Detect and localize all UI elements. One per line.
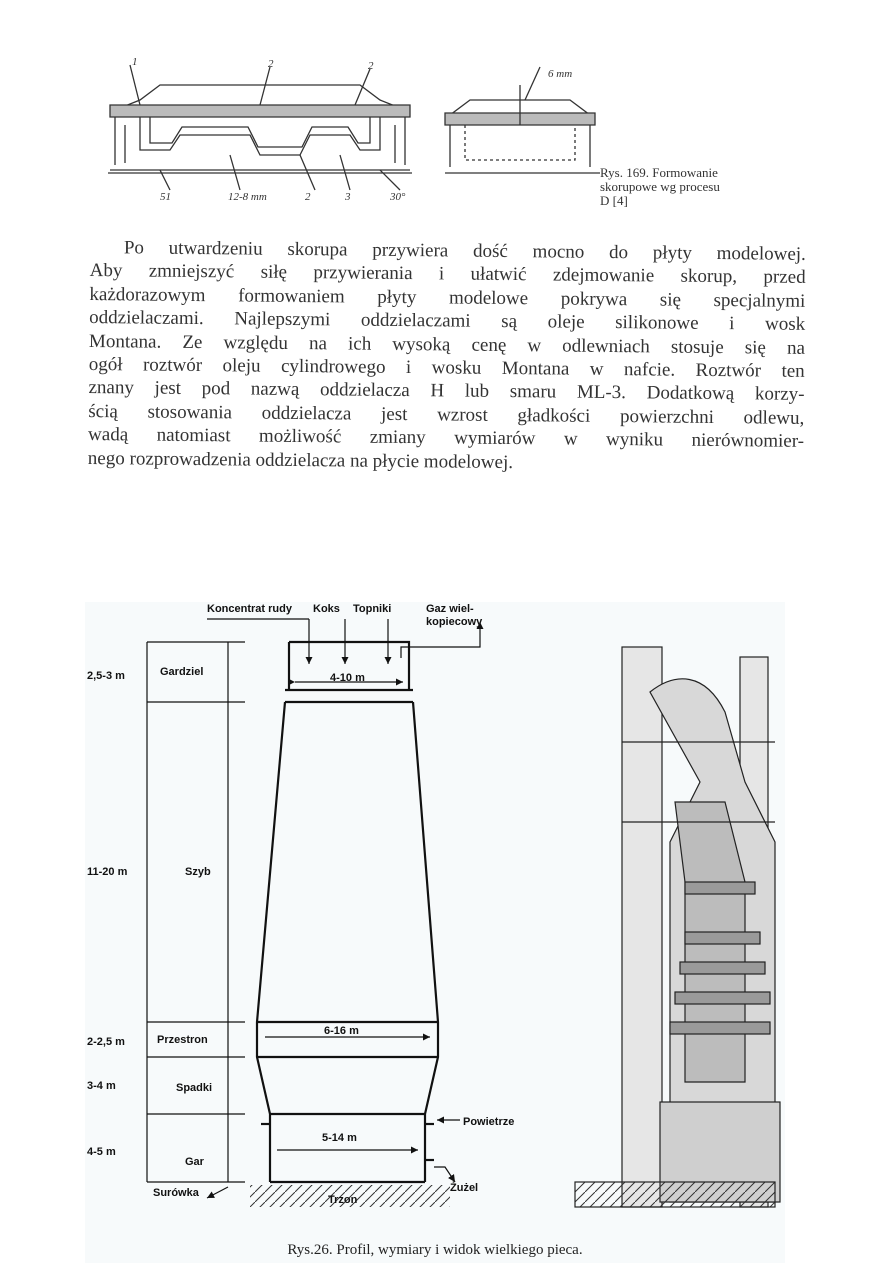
paragraph-line: Aby zmniejszyć siłę przywierania i ułatwić zdejmowanie skorup, przed: [89, 260, 806, 289]
mold-label-51: 51: [160, 191, 171, 203]
paragraph-line: ścią stosowania oddzielacza jest wzrost gładkości powierzchni odlewu,: [88, 400, 805, 429]
paragraph-line: wadą natomiast możliwość zmiany wymiarów w wyniku nierównomier-: [87, 424, 805, 453]
paragraph-line: ogół roztwór oleju cylindrowego i wosku Montana w nafcie. Roztwór ten: [88, 354, 805, 382]
pig-iron-label: Surówka: [153, 1187, 199, 1199]
paragraph-line: Montana. Ze względu na ich wysoką cenę w odlewniach stosuje się na: [88, 330, 806, 359]
scanned-paragraph: [88, 236, 806, 477]
gas-label-line1: Gaz wiel-: [426, 603, 474, 615]
height-bosh: 3-4 m: [87, 1080, 116, 1092]
air-label: Powietrze: [463, 1116, 515, 1128]
mold-label-3: 3: [345, 191, 351, 203]
paragraph-line: nego rozprowadzenia oddzielacza na płycie modelowej.: [87, 447, 514, 473]
figure-169-caption: [600, 166, 815, 208]
gas-label-line2: kopiecowy: [426, 616, 483, 628]
input-ore-label: Koncentrat rudy: [207, 603, 292, 615]
mold-label-1: 1: [132, 56, 138, 68]
width-throat: 4-10 m: [330, 672, 365, 684]
figure-169-caption-line: D [4]: [600, 193, 628, 208]
width-belly: 6-16 m: [324, 1025, 359, 1037]
input-flux-label: Topniki: [353, 603, 392, 615]
mold-label-6mm: 6 mm: [548, 68, 573, 80]
figure-169-caption-line: Rys. 169. Formowanie: [600, 165, 718, 180]
figure-169-caption-line: skorupowe wg procesu: [600, 179, 720, 194]
zone-hearth: Gar: [185, 1156, 204, 1168]
shell-mold-drawing: [100, 55, 620, 215]
width-hearth: 5-14 m: [322, 1132, 357, 1144]
paragraph-line: Po utwardzeniu skorupa przywiera dość mocno do płyty modelowej.: [123, 237, 806, 265]
height-belly: 2-2,5 m: [87, 1036, 125, 1048]
mold-label-2c: 2: [305, 191, 311, 203]
mold-label-angle: 30°: [390, 191, 406, 203]
blast-furnace-figure: [85, 602, 785, 1263]
slag-label: Żużel: [450, 1182, 479, 1194]
zone-stack: Szyb: [185, 866, 211, 878]
base-label: Trzon: [328, 1194, 358, 1206]
mold-label-gap: 12-8 mm: [228, 191, 267, 203]
paragraph-line: oddzielaczami. Najlepszymi oddzielaczami są oleje silikonowe i wosk: [89, 307, 806, 336]
input-coke-label: Koks: [313, 603, 340, 615]
zone-belly: Przestron: [157, 1034, 208, 1046]
height-stack: 11-20 m: [87, 866, 128, 878]
zone-bosh: Spadki: [176, 1082, 213, 1094]
height-throat: 2,5-3 m: [87, 670, 125, 682]
mold-label-2b: 2: [368, 60, 374, 72]
zone-throat: Gardziel: [160, 666, 204, 678]
mold-label-2a: 2: [268, 58, 274, 70]
paragraph-line: znany jest pod nazwą oddzielacza H lub smaru ML-3. Dodatkową korzy-: [88, 377, 805, 406]
height-hearth: 4-5 m: [87, 1146, 116, 1158]
figure-26-caption: Rys.26. Profil, wymiary i widok wielkiego pieca.: [287, 1242, 583, 1258]
paragraph-line: każdorazowym formowaniem płyty modelowe pokrywa się specjalnymi: [89, 283, 806, 312]
